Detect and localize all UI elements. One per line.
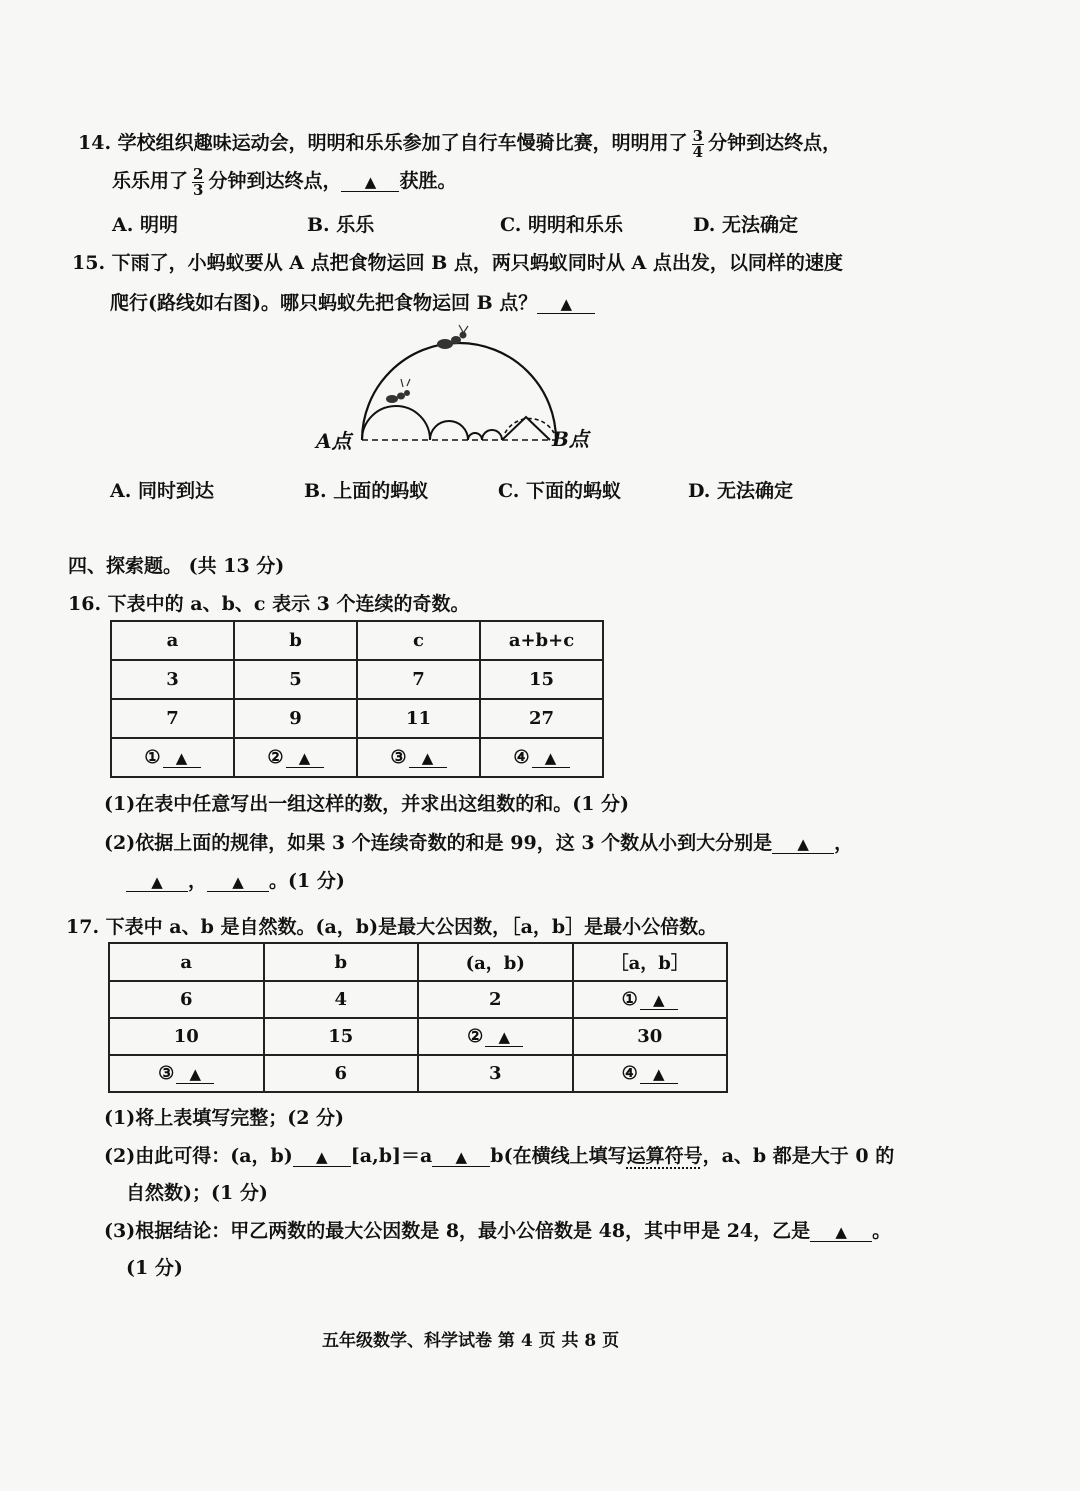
table-row: 10 15 ② ▲ 30 [109, 1018, 727, 1055]
table-row: ③ ▲ 6 3 ④ ▲ [109, 1055, 727, 1092]
q17-intro: 17. 下表中 a、b 是自然数。(a，b)是最大公因数，［a，b］是最小公倍数。 [66, 916, 718, 938]
answer-cell[interactable]: ① ▲ [573, 981, 728, 1018]
q14-text: 14. 学校组织趣味运动会，明明和乐乐参加了自行车慢骑比赛，明明用了 [78, 132, 688, 154]
table-header: b [264, 943, 419, 981]
answer-blank[interactable]: ▲ [772, 834, 834, 854]
answer-cell[interactable]: ② ▲ [234, 738, 357, 777]
q14-line1: 14. 学校组织趣味运动会，明明和乐乐参加了自行车慢骑比赛，明明用了 $\frac{3}{4}$ 分钟到达终点， [78, 126, 842, 161]
answer-blank[interactable]: ▲ [810, 1222, 872, 1242]
ant-top-icon [437, 325, 468, 349]
q16-part2-line2: ▲ ， ▲ 。(1 分) [126, 866, 345, 893]
table-header: (a，b) [418, 943, 573, 981]
q17-part2: (2)由此可得：(a，b) ▲ [a,b]＝a ▲ b(在横线上填写运算符号，a、b 都是大于 0 的 [104, 1145, 895, 1167]
q14-option-a: A. 明明 [112, 214, 178, 236]
big-semicircle [362, 343, 556, 440]
q17-part1: (1)将上表填写完整；(2 分) [104, 1107, 345, 1129]
answer-cell[interactable]: ④ ▲ [480, 738, 603, 777]
small-arc-1 [362, 406, 430, 440]
answer-cell[interactable]: ③ ▲ [357, 738, 480, 777]
table-header: c [357, 621, 480, 660]
emphasis-text: 运算符号 [626, 1145, 703, 1167]
answer-cell[interactable]: ① ▲ [111, 738, 234, 777]
fraction-2-3: $\frac{2}{3}$ [193, 164, 204, 199]
answer-blank[interactable]: ▲ [537, 294, 595, 314]
q17-part3: (3)根据结论：甲乙两数的最大公因数是 8，最小公倍数是 48，其中甲是 24，乙是 ▲ 。 [104, 1220, 892, 1242]
answer-blank[interactable]: ▲ [126, 872, 188, 892]
table-header: a [109, 943, 264, 981]
q17-table [108, 942, 728, 1093]
q14-line2: 乐乐用了 $\frac{2}{3}$ 分钟到达终点， ▲ 获胜。 [112, 164, 457, 199]
table-row [111, 738, 603, 777]
section-title: 四、探索题。 (共 13 分) [68, 555, 285, 577]
q14-option-d: D. 无法确定 [693, 214, 799, 236]
small-arc-4 [482, 430, 502, 440]
table-header: a [111, 621, 234, 660]
answer-cell[interactable]: ③ ▲ [109, 1055, 264, 1092]
q14-option-c: C. 明明和乐乐 [500, 214, 624, 236]
q16-table [110, 620, 604, 778]
table-header: b [234, 621, 357, 660]
answer-blank[interactable]: ▲ [341, 172, 399, 192]
fraction-3-4: $\frac{3}{4}$ [692, 126, 704, 161]
q16-part1: (1)在表中任意写出一组这样的数，并求出这组数的和。(1 分) [104, 793, 630, 815]
small-arc-2 [430, 421, 468, 440]
table-header: a+b+c [480, 621, 603, 660]
table-row: 7 9 11 27 [111, 699, 603, 738]
q17-part3-line2: (1 分) [126, 1257, 183, 1279]
triangle-path [502, 417, 550, 440]
q16-intro: 16. 下表中的 a、b、c 表示 3 个连续的奇数。 [68, 593, 470, 615]
q14-option-b: B. 乐乐 [307, 214, 375, 236]
q15-option-b: B. 上面的蚂蚁 [304, 480, 429, 502]
q15-line1: 15. 下雨了，小蚂蚁要从 A 点把食物运回 B 点，两只蚂蚁同时从 A 点出发，以同样的速度 [72, 252, 843, 274]
answer-cell[interactable]: ② ▲ [418, 1018, 573, 1055]
q16-part2: (2)依据上面的规律，如果 3 个连续奇数的和是 99，这 3 个数从小到大分别是 ▲ ， [104, 832, 854, 854]
table-row: 3 5 7 15 [111, 660, 603, 699]
answer-blank[interactable]: ▲ [432, 1147, 490, 1167]
q15-option-d: D. 无法确定 [688, 480, 794, 502]
q15-option-a: A. 同时到达 [110, 480, 214, 502]
table-header: ［a，b］ [573, 943, 728, 981]
q15-option-c: C. 下面的蚂蚁 [498, 480, 622, 502]
q15-line2: 爬行(路线如右图)。哪只蚂蚁先把食物运回 B 点？ ▲ [110, 288, 595, 315]
table-row: 6 4 2 ① ▲ [109, 981, 727, 1018]
answer-blank[interactable]: ▲ [207, 872, 269, 892]
answer-cell[interactable]: ④ ▲ [573, 1055, 728, 1092]
point-b-label: B点 [552, 427, 589, 451]
answer-blank[interactable]: ▲ [293, 1147, 351, 1167]
small-arc-3 [468, 433, 482, 440]
ant-bottom-icon [386, 379, 410, 403]
page-footer: 五年级数学、科学试卷 第 4 页 共 8 页 [322, 1331, 620, 1351]
point-a-label: A点 [316, 429, 352, 453]
q17-part2-line2: 自然数)；(1 分) [126, 1182, 268, 1204]
